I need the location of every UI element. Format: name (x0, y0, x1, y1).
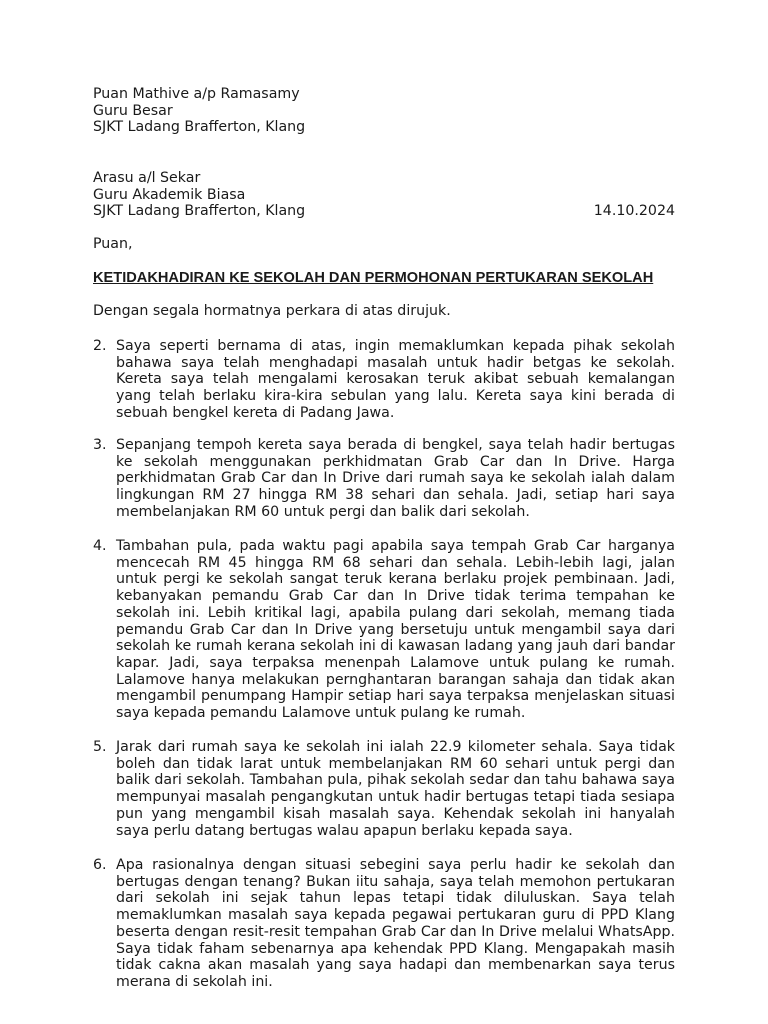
paragraph-6 (93, 857, 675, 991)
letter-date: 14.10.2024 (593, 203, 675, 220)
paragraph-text: Sepanjang tempoh kereta saya berada di bengkel, saya telah hadir bertugas ke sekolah menggunakan perkhidmatan Grab Car dan In Drive. Harga perkhidmatan Grab Car dan In Drive dari rumah saya ke sekolah ialah dalam lingkungan RM 27 hingga RM 38 sehari dan sehala. Jadi, setiap hari saya membelanjakan RM 60 untuk pergi dan balik dari sekolah. (116, 437, 675, 520)
recipient-school: SJKT Ladang Brafferton, Klang (93, 119, 306, 136)
sender-school-date-row (93, 203, 675, 220)
sender-school: SJKT Ladang Brafferton, Klang (93, 203, 306, 220)
paragraph-text: Apa rasionalnya dengan situasi sebegini saya perlu hadir ke sekolah dan bertugas dengan tenang? Bukan iitu sahaja, saya telah memohon pertukaran dari sekolah ini sejak tahun lepas tetapi tidak diluluskan. Saya telah memaklumkan masalah saya kepada pegawai pertukaran guru di PPD Klang beserta dengan resit-resit tempahan Grab Car dan In Drive melalui WhatsApp. Saya tidak faham sebenarnya apa kehendak PPD Klang. Mengapakah masih tidak cakna akan masalah yang saya hadapi dan membenarkan saya terus merana di sekolah ini. (116, 857, 675, 990)
paragraph-number: 2. (93, 338, 107, 354)
recipient-address (93, 86, 675, 136)
sender-address (93, 170, 675, 220)
paragraph-number: 3. (93, 437, 107, 453)
sender-name: Arasu a/l Sekar (93, 170, 201, 186)
paragraph-3 (93, 437, 675, 521)
letter-subject: KETIDAKHADIRAN KE SEKOLAH DAN PERMOHONAN PERTUKARAN SEKOLAH (93, 270, 654, 286)
paragraph-2 (93, 338, 675, 422)
paragraph-number: 6. (93, 857, 107, 873)
paragraph-text: Saya seperti bernama di atas, ingin memaklumkan kepada pihak sekolah bahawa saya telah menghadapi masalah untuk hadir betgas ke sekolah. Kereta saya telah mengalami kerosakan teruk akibat sebuah kemalangan yang telah berlaku kira-kira sebulan yang lalu. Kereta saya kini berada di sebuah bengkel kereta di Padang Jawa. (116, 338, 675, 421)
paragraph-text: Tambahan pula, pada waktu pagi apabila saya tempah Grab Car harganya mencecah RM 45 hingga RM 68 sehari dan sehala. Lebih-lebih lagi, jalan untuk pergi ke sekolah sangat teruk kerana berlaku projek pembinaan. Jadi, kebanyakan pemandu Grab Car dan In Drive tidak terima tempahan ke sekolah ini. Lebih kritikal lagi, apabila pulang dari sekolah, memang tiada pemandu Grab Car dan In Drive yang bersetuju untuk mengambil saya dari sekolah ke rumah kerana sekolah ini di kawasan ladang yang jauh dari bandar kapar. Jadi, saya terpaksa menenpah Lalamove untuk pulang ke rumah. Lalamove hanya melakukan pernghantaran barangan sahaja dan tidak akan mengambil penumpang Hampir setiap hari saya terpaksa menjelaskan situasi saya kepada pemandu Lalamove untuk pulang ke rumah. (116, 538, 675, 722)
paragraph-text: Jarak dari rumah saya ke sekolah ini ialah 22.9 kilometer sehala. Saya tidak boleh dan tidak larat untuk membelanjakan RM 60 sehari untuk pergi dan balik dari sekolah. Tambahan pula, pihak sekolah sedar dan tahu bahawa saya mempunyai masalah pengangkutan untuk hadir bertugas tetapi tiada sesiapa pun yang mengambil kisah masalah saya. Kehendak sekolah ini hanyalah saya perlu datang bertugas walau apapun berlaku kepada saya. (116, 739, 675, 839)
opening-line: Dengan segala hormatnya perkara di atas dirujuk. (93, 303, 451, 319)
recipient-title: Guru Besar (93, 102, 173, 119)
paragraph-5 (93, 739, 675, 839)
paragraph-4 (93, 538, 675, 722)
salutation: Puan, (93, 236, 133, 252)
paragraph-number: 4. (93, 538, 107, 554)
paragraph-number: 5. (93, 739, 107, 755)
recipient-name: Puan Mathive a/p Ramasamy (93, 86, 300, 102)
sender-title: Guru Akademik Biasa (93, 186, 246, 203)
